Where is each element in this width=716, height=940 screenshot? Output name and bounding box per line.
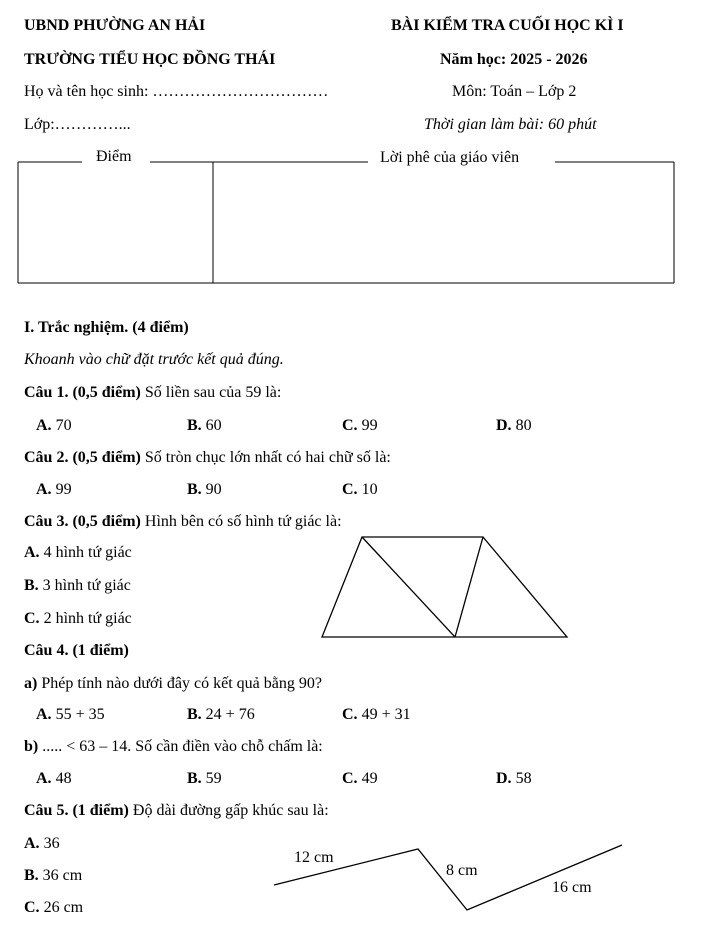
q3-option-a[interactable]: A. 4 hình tứ giác bbox=[24, 544, 132, 561]
school-year: Năm học: 2025 - 2026 bbox=[440, 51, 588, 68]
q5-option-a[interactable]: A. 36 bbox=[24, 835, 60, 852]
q5-option-c[interactable]: C. 26 cm bbox=[24, 899, 84, 916]
question-4a: a) Phép tính nào dưới đây có kết quả bằng 90? bbox=[24, 675, 322, 692]
question-4-head: Câu 4. (1 điểm) bbox=[24, 642, 129, 659]
score-label: Điểm bbox=[96, 148, 132, 165]
question-5-text: Độ dài đường gấp khúc sau là: bbox=[128, 802, 329, 819]
q4a-option-b[interactable]: B. 24 + 76 bbox=[187, 706, 255, 723]
segment-label-1: 12 cm bbox=[294, 849, 334, 866]
question-2-head: Câu 2. (0,5 điểm) bbox=[24, 449, 141, 466]
q2-option-c[interactable]: C. 10 bbox=[342, 481, 378, 498]
q4b-option-b[interactable]: B. 59 bbox=[187, 770, 222, 787]
section-title: I. Trắc nghiệm. (4 điểm) bbox=[24, 319, 189, 336]
question-5-head: Câu 5. (1 điểm) bbox=[24, 802, 129, 819]
school-name: TRƯỜNG TIỂU HỌC ĐỒNG THÁI bbox=[24, 51, 276, 68]
district-name: UBND PHƯỜNG AN HẢI bbox=[24, 17, 206, 34]
section-instruction: Khoanh vào chữ đặt trước kết quả đúng. bbox=[24, 351, 284, 368]
q5-option-b[interactable]: B. 36 cm bbox=[24, 867, 83, 884]
q4b-option-c[interactable]: C. 49 bbox=[342, 770, 378, 787]
question-4b-text: ..... < 63 – 14. Số cần điền vào chỗ chấm là: bbox=[38, 738, 323, 755]
question-2-text: Số tròn chục lớn nhất có hai chữ số là: bbox=[140, 449, 391, 466]
segment-label-3: 16 cm bbox=[552, 879, 592, 896]
question-3-text: Hình bên có số hình tứ giác là: bbox=[140, 513, 342, 530]
question-3-head: Câu 3. (0,5 điểm) bbox=[24, 513, 141, 530]
q1-option-a[interactable]: A. 70 bbox=[36, 417, 72, 434]
q3-option-c[interactable]: C. 2 hình tứ giác bbox=[24, 610, 132, 627]
question-1-text: Số liền sau của 59 là: bbox=[140, 384, 282, 401]
question-1-head: Câu 1. (0,5 điểm) bbox=[24, 384, 141, 401]
q1-option-c[interactable]: C. 99 bbox=[342, 417, 378, 434]
q4b-option-a[interactable]: A. 48 bbox=[36, 770, 72, 787]
q4a-option-c[interactable]: C. 49 + 31 bbox=[342, 706, 411, 723]
exam-title: BÀI KIỂM TRA CUỐI HỌC KÌ I bbox=[391, 17, 624, 34]
q2-option-b[interactable]: B. 90 bbox=[187, 481, 222, 498]
q3-option-b[interactable]: B. 3 hình tứ giác bbox=[24, 577, 131, 594]
subject: Môn: Toán – Lớp 2 bbox=[452, 83, 577, 100]
student-name-field[interactable]: Họ và tên học sinh: …………………………… bbox=[24, 83, 329, 100]
class-field[interactable]: Lớp:…………... bbox=[24, 116, 131, 133]
q4a-option-a[interactable]: A. 55 + 35 bbox=[36, 706, 105, 723]
question-4a-text: Phép tính nào dưới đây có kết quả bằng 90? bbox=[37, 675, 322, 692]
q1-option-b[interactable]: B. 60 bbox=[187, 417, 222, 434]
time-limit: Thời gian làm bài: 60 phút bbox=[424, 116, 597, 133]
teacher-comment-label: Lời phê của giáo viên bbox=[380, 149, 520, 166]
q1-option-d[interactable]: D. 80 bbox=[496, 417, 532, 434]
segment-label-2: 8 cm bbox=[446, 862, 478, 879]
q2-option-a[interactable]: A. 99 bbox=[36, 481, 72, 498]
q4b-option-d[interactable]: D. 58 bbox=[496, 770, 532, 787]
question-4b: b) ..... < 63 – 14. Số cần điền vào chỗ chấm là: bbox=[24, 738, 323, 755]
